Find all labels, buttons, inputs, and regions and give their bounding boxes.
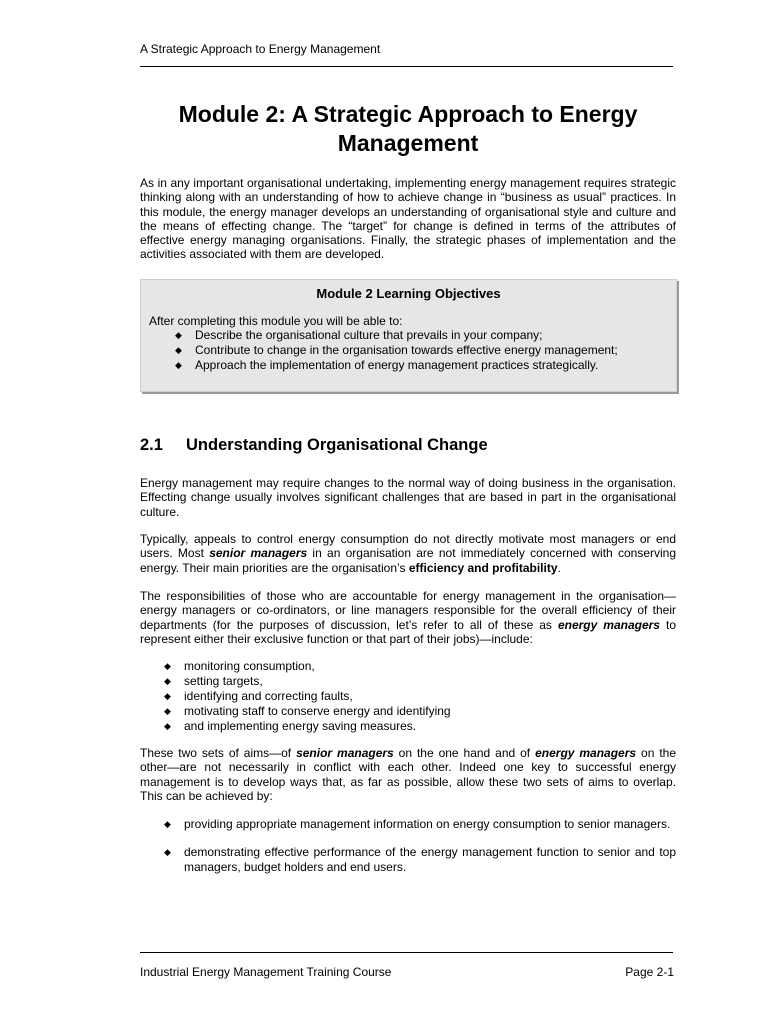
diamond-bullet-icon: ◆	[175, 330, 182, 340]
footer-course: Industrial Energy Management Training Course	[140, 965, 392, 979]
paragraph-1: Energy management may require changes to the normal way of doing business in the organisation. Effecting change usually involves significant challenges that are based in part in the organisational culture.	[140, 476, 676, 519]
diamond-bullet-icon: ◆	[164, 706, 171, 716]
list-item: ◆ setting targets,	[164, 674, 263, 688]
intro-paragraph: As in any important organisational undertaking, implementing energy management requires strategic thinking along with an understanding of how to achieve change in “business as usual” practices. In this module, the energy manager develops an understanding of organisational style and culture and the means of effecting change. The “target” for change is defined in terms of the attributes of effective energy managing organisations. Finally, the strategic phases of implementation and the activities associated with them are developed.	[140, 176, 676, 262]
responsibilities-list	[164, 659, 451, 734]
list-item: ◆ demonstrating effective performance of the energy management function to senior and top managers, budget holders and end users.	[164, 845, 676, 874]
section-number: 2.1	[140, 436, 163, 454]
diamond-bullet-icon: ◆	[164, 721, 171, 731]
header-rule	[140, 66, 673, 67]
diamond-bullet-icon: ◆	[164, 676, 171, 686]
list-item: ◆ motivating staff to conserve energy and identifying	[164, 704, 451, 718]
objectives-title: Module 2 Learning Objectives	[316, 286, 501, 301]
section-title: Understanding Organisational Change	[186, 436, 488, 454]
diamond-bullet-icon: ◆	[164, 847, 171, 858]
list-item: ◆ Approach the implementation of energy management practices strategically.	[175, 358, 599, 372]
diamond-bullet-icon: ◆	[175, 345, 182, 355]
list-item: ◆ Describe the organisational culture that prevails in your company;	[175, 328, 543, 342]
objectives-intro: After completing this module you will be able to:	[149, 314, 403, 328]
diamond-bullet-icon: ◆	[164, 661, 171, 671]
diamond-bullet-icon: ◆	[175, 360, 182, 370]
list-item: ◆ providing appropriate management information on energy consumption to senior managers.	[164, 817, 671, 831]
paragraph-2: Typically, appeals to control energy consumption do not directly motivate most managers or end users. Most senior managers in an organisation are not immediately concerned with conserving energy. Their main priorities are the organisation’s efficiency and profitability.	[140, 532, 676, 575]
footer-rule	[140, 952, 673, 953]
section-heading	[140, 436, 488, 455]
running-header: A Strategic Approach to Energy Management	[140, 42, 381, 56]
list-item: ◆ identifying and correcting faults,	[164, 689, 353, 703]
approaches-list	[164, 817, 676, 874]
paragraph-3: The responsibilities of those who are accountable for energy management in the organisation—energy managers or co-ordinators, or line managers responsible for the overall efficiency of their departments (for the purposes of discussion, let’s refer to all of these as energy managers to represent either their exclusive function or that part of their jobs)—include:	[140, 589, 676, 646]
page-number: Page 2-1	[625, 965, 674, 979]
learning-objectives-box	[140, 279, 677, 392]
page-title: Module 2: A Strategic Approach to Energy Management	[178, 101, 638, 156]
list-item: ◆ monitoring consumption,	[164, 659, 315, 673]
paragraph-4: These two sets of aims—of senior managers on the one hand and of energy managers on the other—are not necessarily in conflict with each other. Indeed one key to successful energy management is to develop ways that, as far as possible, allow these two sets of aims to overlap. This can be achieved by:	[140, 746, 676, 803]
diamond-bullet-icon: ◆	[164, 691, 171, 701]
diamond-bullet-icon: ◆	[164, 819, 171, 829]
list-item: ◆ and implementing energy saving measures.	[164, 719, 417, 733]
list-item: ◆ Contribute to change in the organisation towards effective energy management;	[175, 343, 618, 357]
objectives-list	[175, 328, 618, 373]
